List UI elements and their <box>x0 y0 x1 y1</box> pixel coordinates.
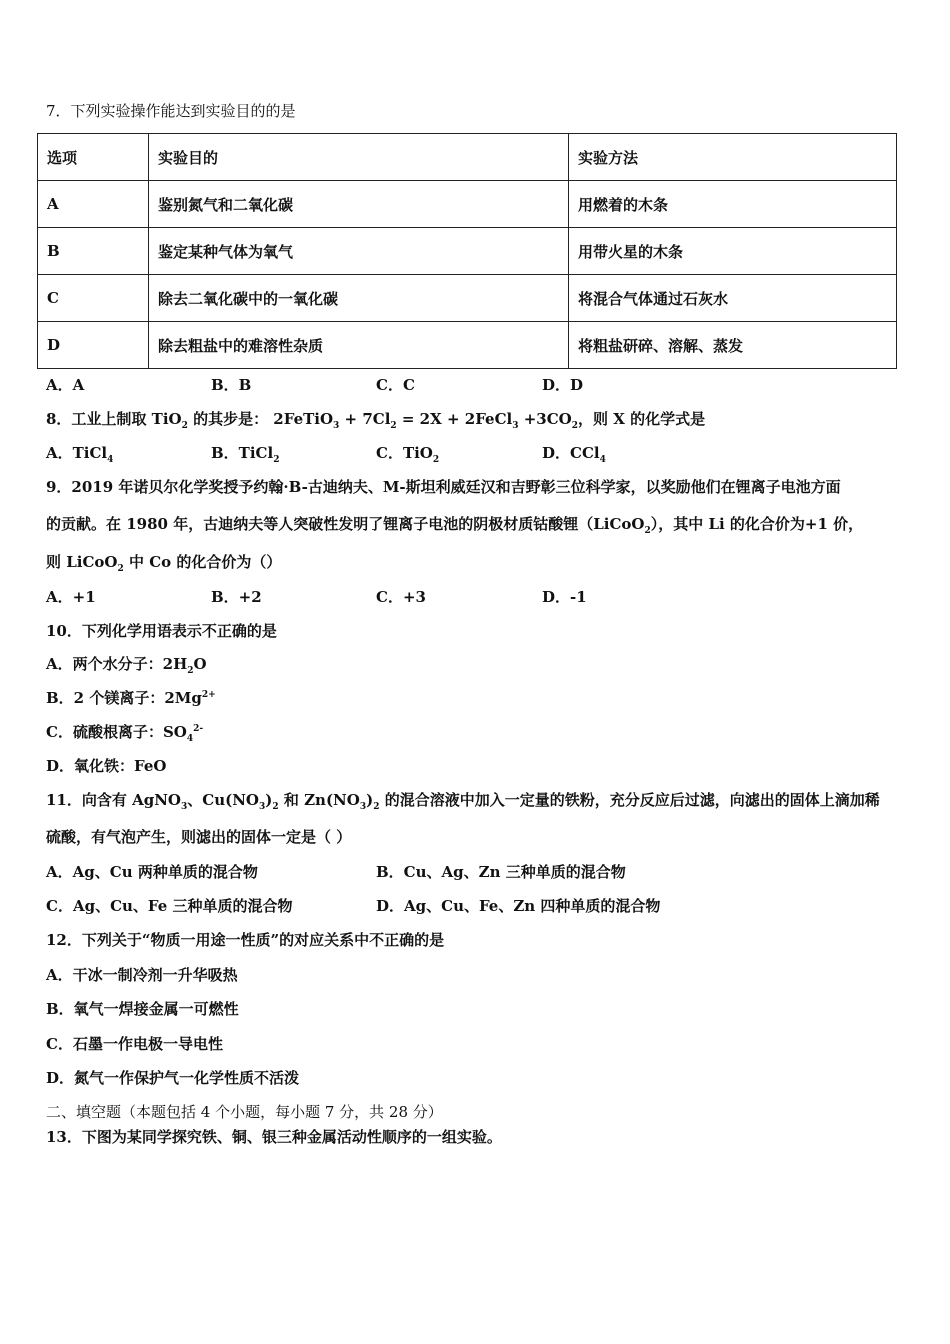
q10-sup: 2- <box>193 724 204 734</box>
q10-text: O <box>193 655 207 673</box>
section-2-heading: 二、填空题（本题包括 4 个小题，每小题 7 分，共 28 分） <box>46 1103 443 1121</box>
q10-text: B．2 个镁离子：2Mg <box>46 689 202 707</box>
q7-option-b: B．B <box>211 376 252 394</box>
header-method: 实验方法 <box>569 134 897 181</box>
row-method: 将粗盐研碎、溶解、蒸发 <box>569 322 897 369</box>
q10-option-d: D．氧化铁：FeO <box>46 757 167 775</box>
table-header-row <box>38 134 897 181</box>
q12-stem: 12．下列关于“物质一用途一性质”的对应关系中不正确的是 <box>46 931 445 949</box>
q8-option-text: B．TiCl <box>211 444 274 462</box>
q9-line-1: 9．2019 年诺贝尔化学奖授予约翰·B-古迪纳夫、M-斯坦利威廷汉和吉野彰三位科学家，以奖励他们在锂离子电池方面 <box>46 478 841 496</box>
q10-text: C．硫酸根离子：SO <box>46 723 187 741</box>
row-purpose: 除去二氧化碳中的一氧化碳 <box>149 275 569 322</box>
q8-text: +3CO <box>518 410 572 428</box>
q11-text: 的混合溶液中加入一定量的铁粉，充分反应后过滤，向滤出的固体上滴加稀 <box>379 791 880 809</box>
row-method: 用燃着的木条 <box>569 181 897 228</box>
q7-option-a: A．A <box>46 376 85 394</box>
q13-stem: 13．下图为某同学探究铁、铜、银三种金属活动性顺序的一组实验。 <box>46 1128 502 1146</box>
q8-option-d <box>542 444 606 465</box>
header-purpose: 实验目的 <box>149 134 569 181</box>
q8-text: + 7Cl <box>339 410 391 428</box>
q11-sub: 3 <box>359 802 367 812</box>
q10-option-b <box>46 691 216 706</box>
q11-option-c: C．Ag、Cu、Fe 三种单质的混合物 <box>46 897 293 915</box>
q11-text: ) <box>265 791 273 809</box>
q10-sup: 2+ <box>201 690 216 700</box>
q9-text: 则 LiCoO <box>46 553 118 571</box>
q8-text: ，则 X 的化学式是 <box>577 410 706 428</box>
q9-option-a: A．+1 <box>46 588 96 606</box>
q9-text: ），其中 Li 的化合价为+1 价， <box>650 515 864 533</box>
table-row <box>38 322 897 369</box>
q8-sub: 2 <box>432 455 440 465</box>
q8-stem <box>46 410 706 431</box>
q11-line-1 <box>46 791 880 812</box>
table-row <box>38 275 897 322</box>
q8-text: = 2X + 2FeCl <box>396 410 513 428</box>
row-method: 将混合气体通过石灰水 <box>569 275 897 322</box>
q8-option-a <box>46 444 114 465</box>
q7-table <box>37 133 897 369</box>
q12-option-c: C．石墨一作电极一导电性 <box>46 1035 223 1053</box>
q12-option-b: B．氧气一焊接金属一可燃性 <box>46 1000 239 1018</box>
q9-text: 中 Co 的化合价为（） <box>123 553 282 571</box>
row-purpose: 除去粗盐中的难溶性杂质 <box>149 322 569 369</box>
q11-sub: 3 <box>181 802 188 812</box>
q8-sub: 2 <box>390 421 397 431</box>
q9-line-3 <box>46 553 282 574</box>
q8-text: 的其步是： 2FeTiO <box>187 410 334 428</box>
header-option: 选项 <box>38 134 149 181</box>
row-purpose: 鉴定某种气体为氧气 <box>149 228 569 275</box>
q8-sub: 2 <box>273 455 280 465</box>
q11-sub: 2 <box>272 802 279 812</box>
q11-line-2: 硫酸，有气泡产生，则滤出的固体一定是（ ） <box>46 828 352 846</box>
row-option: C <box>38 275 149 322</box>
q11-text: ) <box>366 791 374 809</box>
q8-sub: 3 <box>512 421 519 431</box>
q8-sub: 2 <box>571 421 578 431</box>
q9-text: 的贡献。在 1980 年，古迪纳夫等人突破性发明了锂离子电池的阴极材质钴酸锂（LiCoO <box>46 515 645 533</box>
q10-stem: 10．下列化学用语表示不正确的是 <box>46 622 277 640</box>
q11-text: 和 Zn(NO <box>278 791 360 809</box>
q9-line-2 <box>46 515 864 536</box>
q10-option-a <box>46 655 207 676</box>
q11-text: 、Cu(NO <box>187 791 260 809</box>
q11-text: 11．向含有 AgNO <box>46 791 182 809</box>
q7-option-c: C．C <box>376 376 415 394</box>
q8-text: 8．工业上制取 TiO <box>46 410 182 428</box>
q8-option-c <box>376 444 440 465</box>
q12-option-a: A．干冰一制冷剂一升华吸热 <box>46 966 238 984</box>
q8-option-text: A．TiCl <box>46 444 108 462</box>
q10-option-c <box>46 723 204 744</box>
q10-sub: 4 <box>186 734 194 744</box>
table-row <box>38 181 897 228</box>
row-option: D <box>38 322 149 369</box>
q11-option-b: B．Cu、Ag、Zn 三种单质的混合物 <box>376 863 626 881</box>
row-option: B <box>38 228 149 275</box>
q7-stem: 7．下列实验操作能达到实验目的的是 <box>46 102 296 120</box>
q8-sub: 2 <box>181 421 188 431</box>
q10-text: A．两个水分子：2H <box>46 655 188 673</box>
q9-sub: 2 <box>117 564 124 574</box>
q8-option-b <box>211 444 280 465</box>
q11-sub: 2 <box>373 802 380 812</box>
q8-option-text: C．TiO <box>376 444 433 462</box>
row-option: A <box>38 181 149 228</box>
q12-option-d: D．氮气一作保护气一化学性质不活泼 <box>46 1069 300 1087</box>
row-method: 用带火星的木条 <box>569 228 897 275</box>
q9-option-b: B．+2 <box>211 588 262 606</box>
q8-sub: 3 <box>333 421 340 431</box>
q10-sub: 2 <box>187 666 194 676</box>
table-row <box>38 228 897 275</box>
q8-sub: 4 <box>599 455 606 465</box>
row-purpose: 鉴别氮气和二氧化碳 <box>149 181 569 228</box>
q9-option-c: C．+3 <box>376 588 426 606</box>
q7-option-d: D．D <box>542 376 584 394</box>
q8-sub: 4 <box>107 455 114 465</box>
q11-sub: 3 <box>259 802 266 812</box>
q9-sub: 2 <box>644 526 651 536</box>
q8-option-text: D．CCl <box>542 444 600 462</box>
q11-option-d: D．Ag、Cu、Fe、Zn 四种单质的混合物 <box>376 897 661 915</box>
q11-option-a: A．Ag、Cu 两种单质的混合物 <box>46 863 258 881</box>
q9-option-d: D．-1 <box>542 588 587 606</box>
